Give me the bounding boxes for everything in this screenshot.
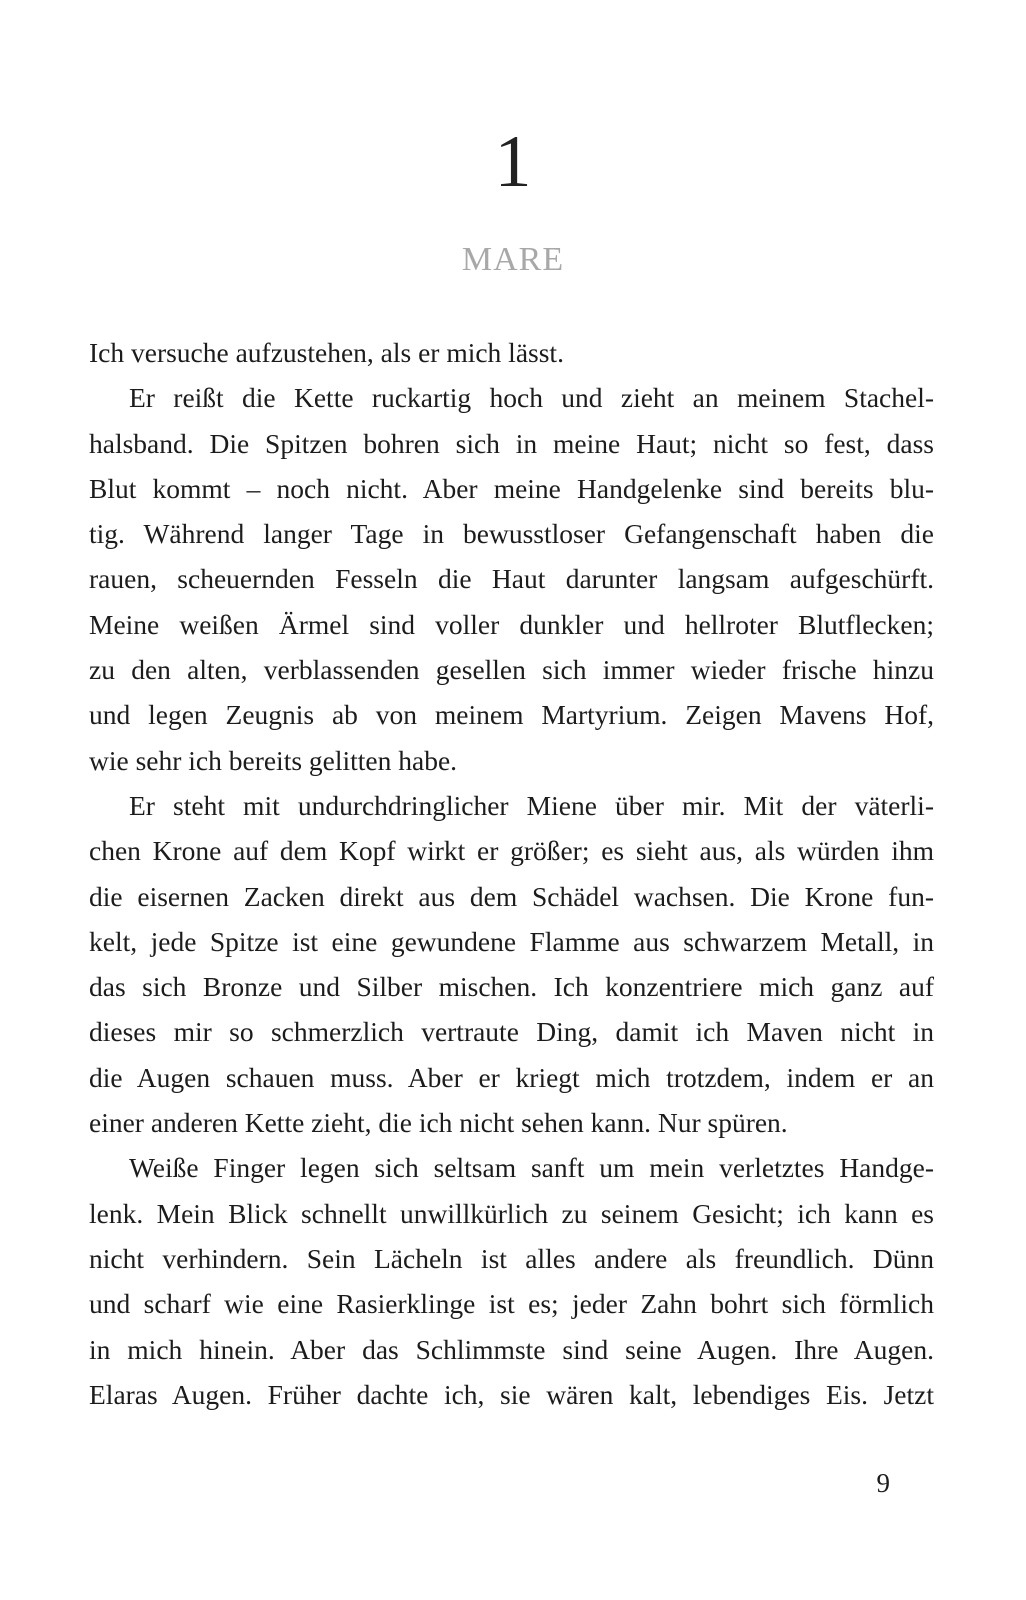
text-line: dieses mir so schmerzlich vertraute Ding, damit ich Maven nicht in xyxy=(89,1016,934,1048)
text-line: und legen Zeugnis ab von meinem Martyrium. Zeigen Mavens Hof, xyxy=(89,699,934,731)
text-line: zu den alten, verblassenden gesellen sich immer wieder frische hinzu xyxy=(89,654,934,686)
text-line: und scharf wie eine Rasierklinge ist es; jeder Zahn bohrt sich förmlich xyxy=(89,1288,934,1320)
text-line: Er steht mit undurchdringlicher Miene über mir. Mit der väterli- xyxy=(129,789,934,821)
text-line: nicht verhindern. Sein Lächeln ist alles andere als freundlich. Dünn xyxy=(89,1242,934,1274)
text-line: Ich versuche aufzustehen, als er mich lässt. xyxy=(89,337,564,368)
chapter-title: MARE xyxy=(461,241,565,278)
text-line: das sich Bronze und Silber mischen. Ich konzentriere mich ganz auf xyxy=(89,971,934,1003)
text-line: lenk. Mein Blick schnellt unwillkürlich zu seinem Gesicht; ich kann es xyxy=(89,1197,934,1229)
text-line: kelt, jede Spitze ist eine gewundene Flamme aus schwarzem Metall, in xyxy=(89,925,934,957)
text-line: Elaras Augen. Früher dachte ich, sie wären kalt, lebendiges Eis. Jetzt xyxy=(89,1378,934,1410)
chapter-number: 1 xyxy=(494,121,532,203)
text-line: Weiße Finger legen sich seltsam sanft um mein verletztes Handge- xyxy=(129,1152,934,1184)
text-line: einer anderen Kette zieht, die ich nicht sehen kann. Nur spüren. xyxy=(89,1107,788,1139)
text-line: rauen, scheuernden Fesseln die Haut darunter langsam aufgeschürft. xyxy=(89,563,934,595)
text-line: Blut kommt – noch nicht. Aber meine Handgelenke sind bereits blu- xyxy=(89,472,934,504)
text-line: wie sehr ich bereits gelitten habe. xyxy=(89,744,458,776)
text-line: halsband. Die Spitzen bohren sich in meine Haut; nicht so fest, dass xyxy=(89,427,934,459)
text-line: in mich hinein. Aber das Schlimmste sind seine Augen. Ihre Augen. xyxy=(89,1333,934,1365)
body-text xyxy=(89,330,934,1417)
text-line: die Augen schauen muss. Aber er kriegt mich trotzdem, indem er an xyxy=(89,1061,934,1093)
text-line: Meine weißen Ärmel sind voller dunkler und hellroter Blutflecken; xyxy=(89,608,934,640)
page-number: 9 xyxy=(876,1468,890,1498)
text-line: die eisernen Zacken direkt aus dem Schädel wachsen. Die Krone fun- xyxy=(89,880,934,912)
text-line: chen Krone auf dem Kopf wirkt er größer; es sieht aus, als würden ihm xyxy=(89,835,934,867)
text-line: tig. Während langer Tage in bewusstloser Gefangenschaft haben die xyxy=(89,518,934,550)
text-line: Er reißt die Kette ruckartig hoch und zieht an meinem Stachel- xyxy=(129,382,934,414)
